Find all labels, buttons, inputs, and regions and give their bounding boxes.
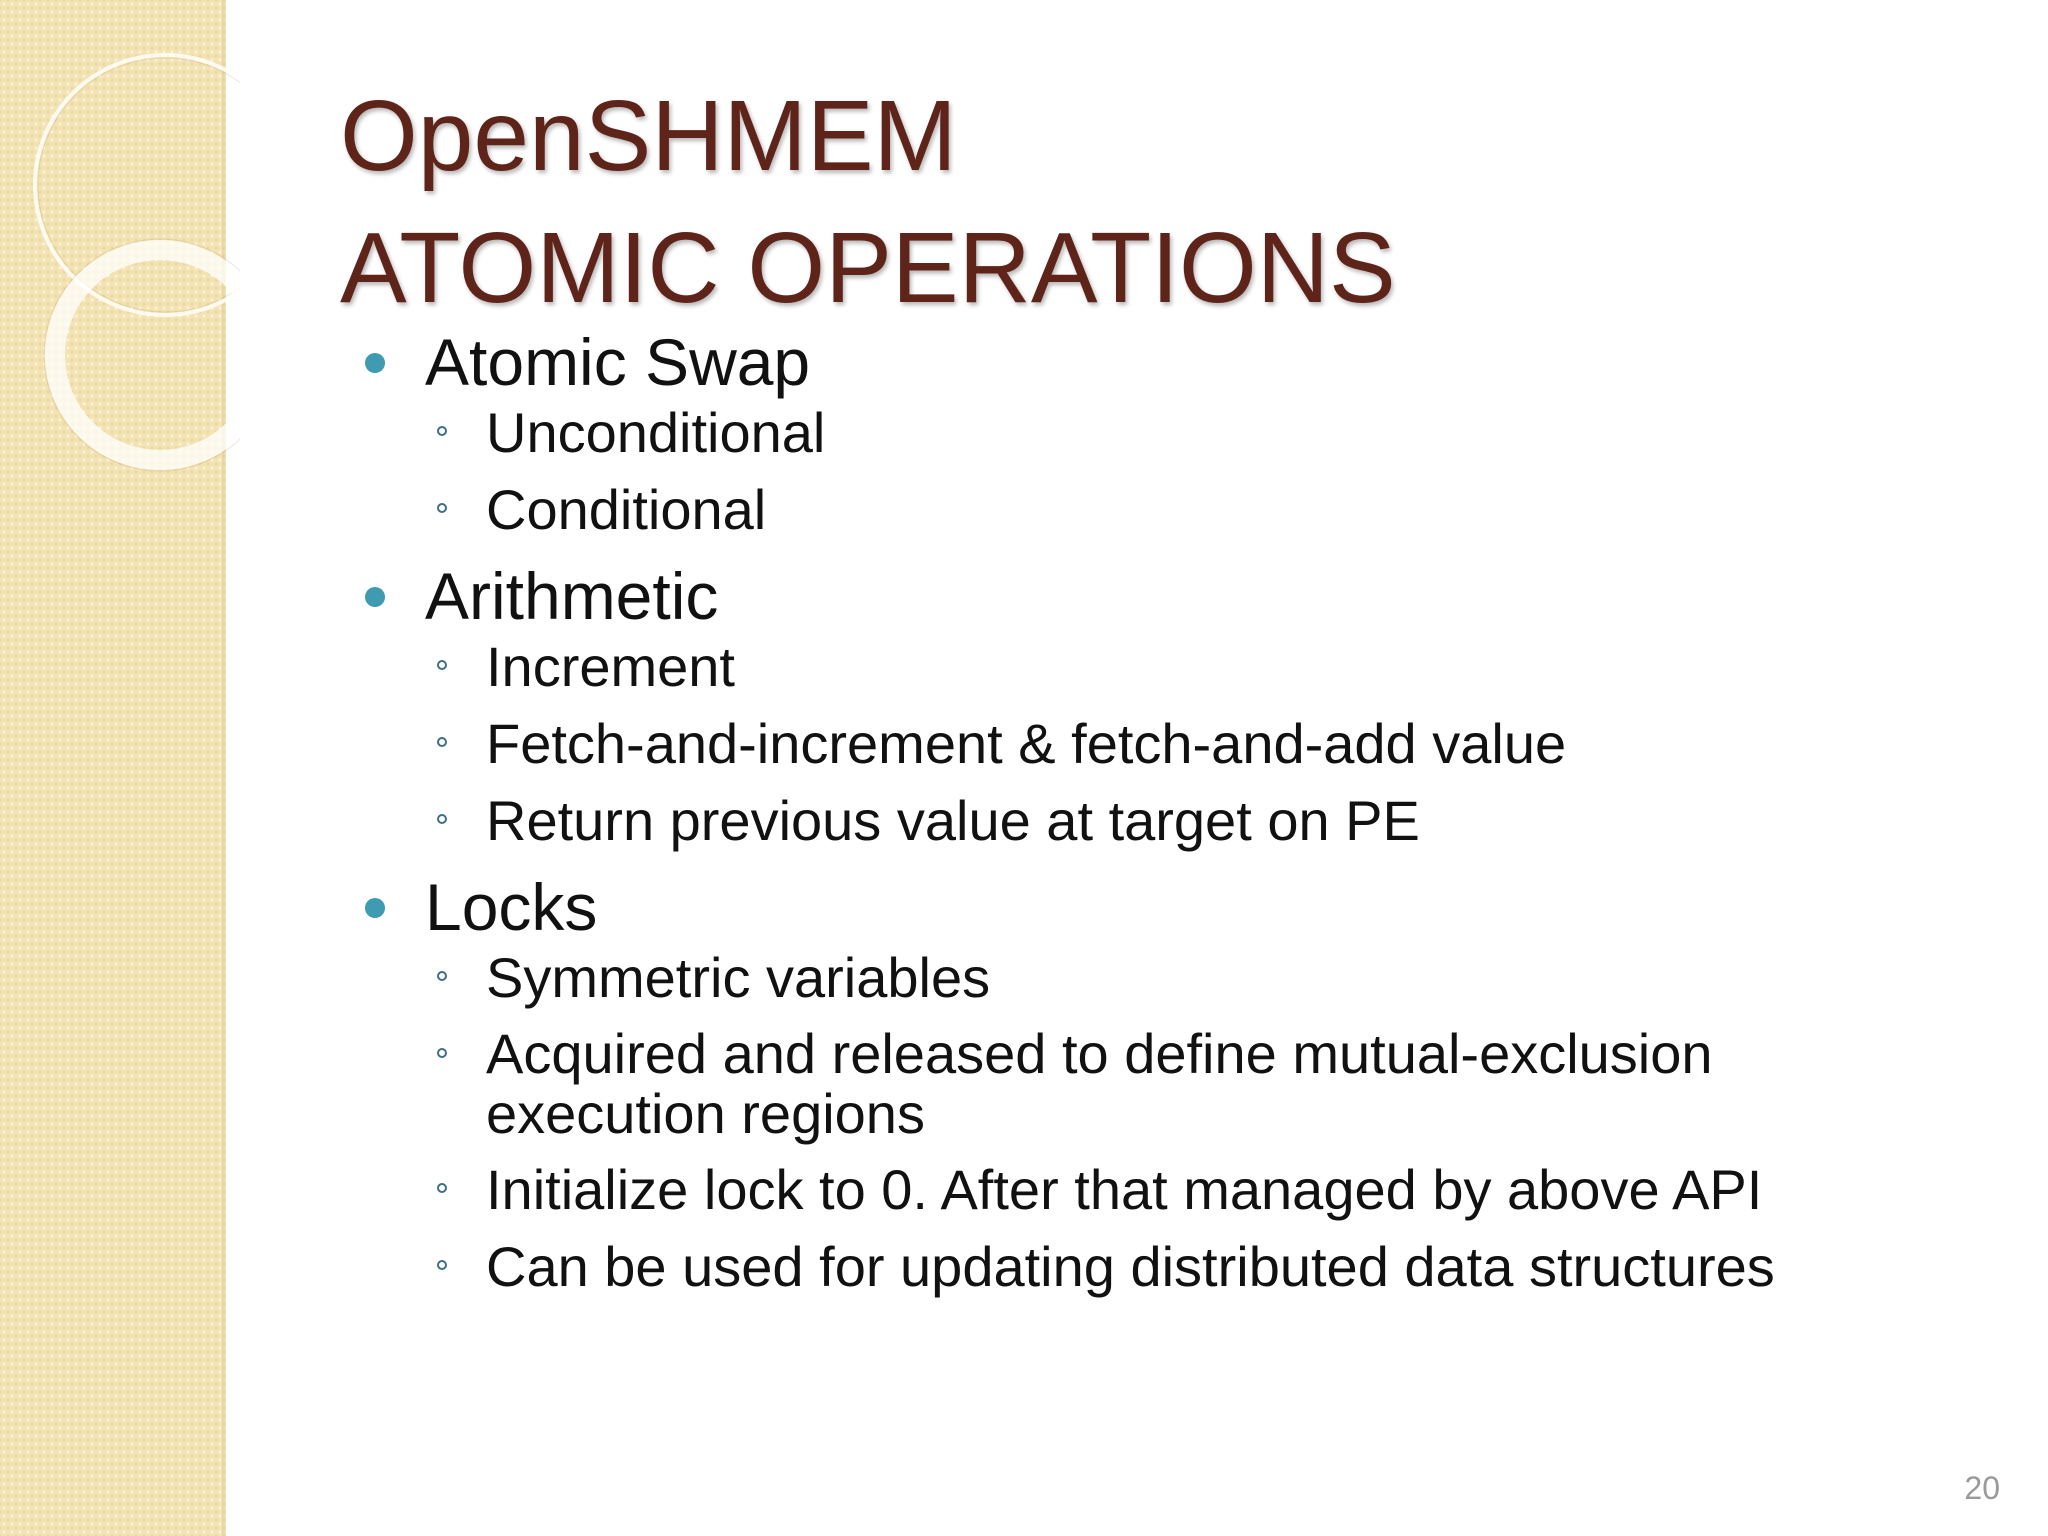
slide-title-line-1: OpenSHMEM [340, 80, 957, 192]
sub-bullet [355, 402, 1995, 464]
sub-bullet-text: Conditional [486, 478, 767, 541]
sub-bullet-ring-icon [437, 1260, 447, 1270]
sub-bullet-ring-icon [437, 660, 447, 670]
sub-bullet [355, 1159, 1995, 1221]
sub-bullet-text: Return previous value at target on PE [486, 789, 1420, 852]
bullet-arithmetic [355, 556, 1995, 852]
bullet-dot-icon [365, 587, 385, 607]
sub-bullet [355, 479, 1995, 541]
bullet-label: Atomic Swap [425, 325, 811, 399]
bullet-dot-icon [365, 898, 385, 918]
bullet-locks [355, 867, 1995, 1298]
sub-bullet-ring-icon [437, 814, 447, 824]
sub-bullet-ring-icon [437, 1183, 447, 1193]
bullet-label: Locks [425, 870, 598, 944]
sub-bullet-text: Fetch-and-increment & fetch-and-add value [486, 712, 1567, 775]
sub-bullet-text: Initialize lock to 0. After that managed by above API [486, 1158, 1763, 1221]
sub-bullet-ring-icon [437, 503, 447, 513]
sub-bullet-text: Symmetric variables [486, 946, 991, 1009]
decorative-rings [0, 0, 240, 520]
slide-title-line-2: ATOMIC OPERATIONS [340, 212, 1396, 324]
sub-bullet-text: Unconditional [486, 401, 826, 464]
sub-bullet [355, 1236, 1995, 1298]
sub-bullet [355, 636, 1995, 698]
slide-title [340, 70, 1396, 334]
bullet-list [355, 322, 1995, 1313]
bullet-dot-icon [365, 353, 385, 373]
bullet-label: Arithmetic [425, 559, 719, 633]
page-number: 20 [1964, 1470, 2000, 1506]
sub-bullet-text: Increment [486, 635, 735, 698]
sub-bullet [355, 790, 1995, 852]
sub-bullet-ring-icon [437, 1048, 447, 1058]
sub-bullet-ring-icon [437, 426, 447, 436]
sub-bullet [355, 713, 1995, 775]
sub-bullet-text: Can be used for updating distributed data structures [486, 1235, 1775, 1298]
sub-bullet-text: Acquired and released to define mutual-exclusion execution regions [486, 1022, 1713, 1145]
bullet-atomic-swap [355, 322, 1995, 541]
sub-bullet [355, 947, 1995, 1009]
sub-bullet [355, 1024, 1995, 1144]
sub-bullet-ring-icon [437, 737, 447, 747]
sub-bullet-ring-icon [437, 971, 447, 981]
